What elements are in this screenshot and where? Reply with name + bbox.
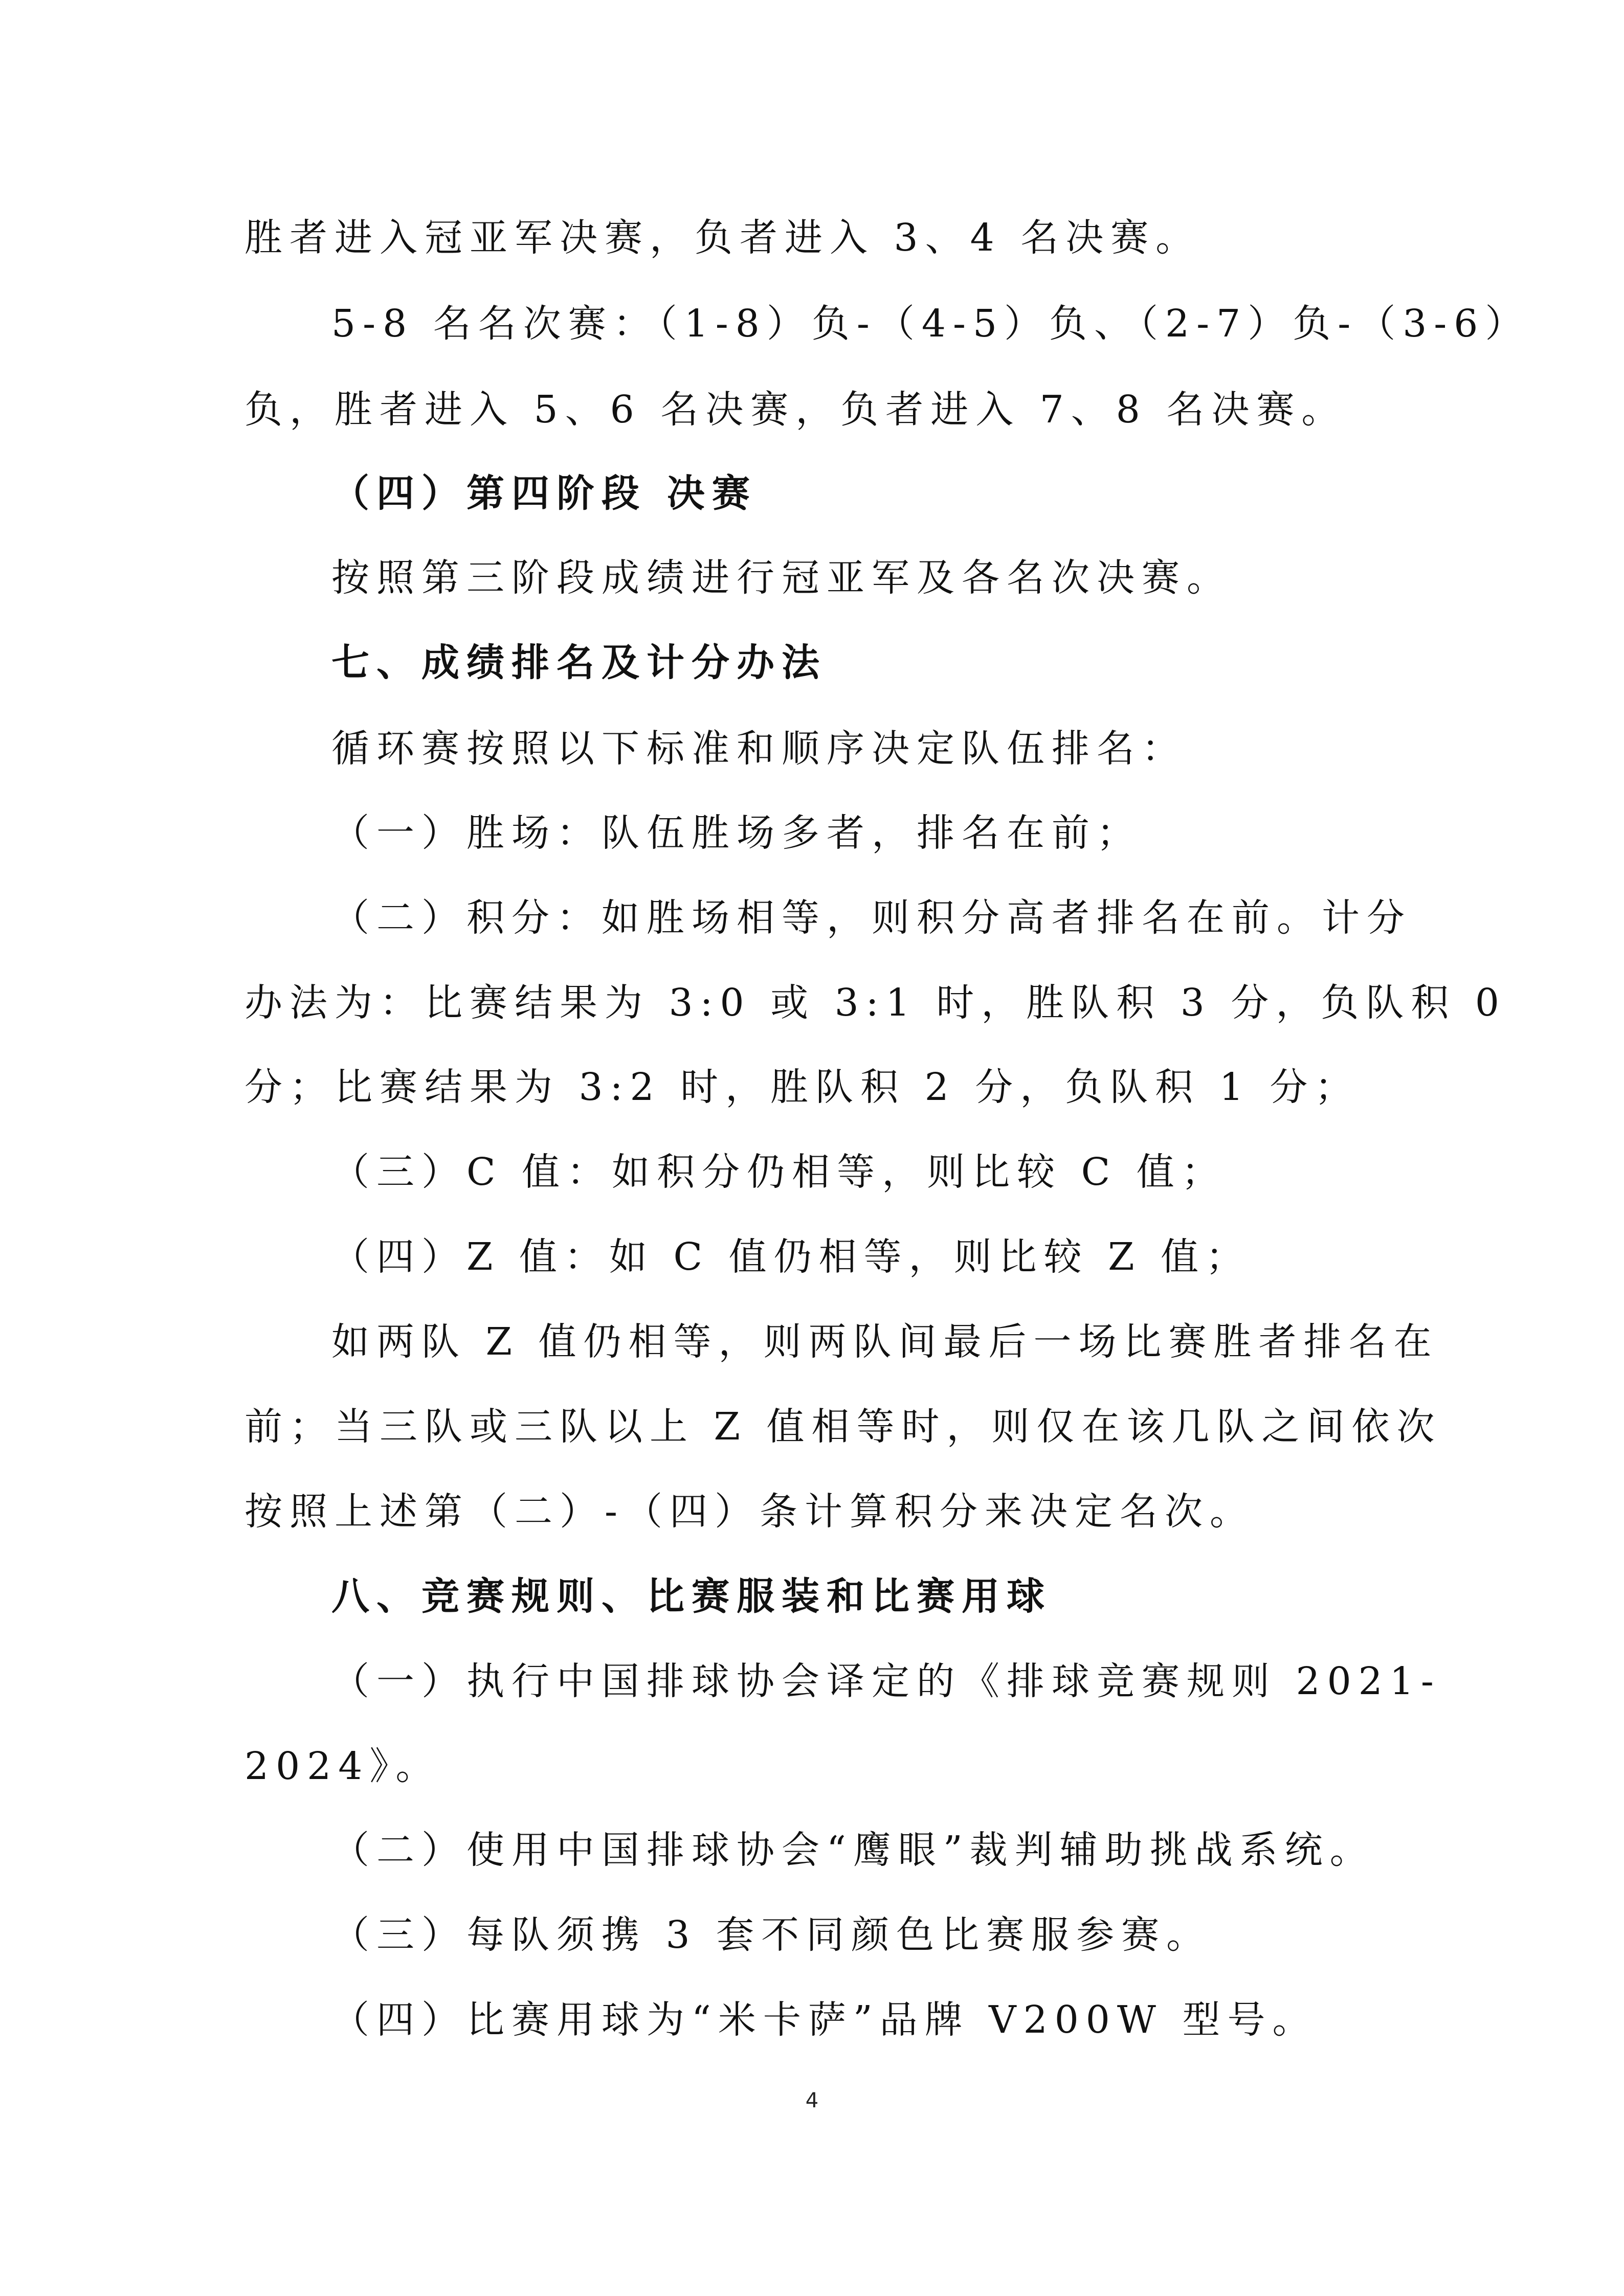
section-heading: 八、竞赛规则、比赛服装和比赛用球 [331, 1574, 1052, 1618]
body-line: 办法为：比赛结果为 3:0 或 3:1 时，胜队积 3 分，负队积 0 [244, 981, 1507, 1025]
body-line: 按照上述第（二）-（四）条计算积分来决定名次。 [244, 1490, 1255, 1534]
body-line: 按照第三阶段成绩进行冠亚军及各名次决赛。 [331, 556, 1232, 600]
subsection-heading: （四）第四阶段 决赛 [331, 471, 757, 515]
body-line: 胜者进入冠亚军决赛，负者进入 3、4 名决赛。 [244, 216, 1201, 260]
page-number: 4 [805, 2089, 819, 2112]
body-line: 前；当三队或三队以上 Z 值相等时，则仅在该几队之间依次 [244, 1405, 1442, 1449]
body-line: （三）每队须携 3 套不同颜色比赛服参赛。 [331, 1913, 1212, 1957]
body-line: （二）使用中国排球协会“鹰眼”裁判辅助挑战系统。 [331, 1828, 1375, 1872]
body-line: 如两队 Z 值仍相等，则两队间最后一场比赛胜者排名在 [331, 1320, 1439, 1364]
body-line: （一）执行中国排球协会译定的《排球竞赛规则 2021- [331, 1659, 1441, 1703]
body-line: （三）C 值：如积分仍相等，则比较 C 值； [331, 1150, 1227, 1194]
body-line: （四）Z 值：如 C 值仍相等，则比较 Z 值； [331, 1235, 1251, 1279]
body-line: 5-8 名名次赛：（1-8）负-（4-5）负、（2-7）负-（3-6） [331, 302, 1530, 346]
body-line: 循环赛按照以下标准和顺序决定队伍排名： [331, 727, 1187, 771]
body-line: （一）胜场：队伍胜场多者，排名在前； [331, 811, 1142, 855]
body-line: （四）比赛用球为“米卡萨”品牌 V200W 型号。 [331, 1998, 1318, 2042]
body-line: 负，胜者进入 5、6 名决赛，负者进入 7、8 名决赛。 [244, 388, 1347, 432]
body-line: （二）积分：如胜场相等，则积分高者排名在前。计分 [331, 896, 1412, 940]
section-heading: 七、成绩排名及计分办法 [331, 641, 827, 685]
body-line: 2024》。 [244, 1744, 441, 1788]
body-line: 分；比赛结果为 3:2 时，胜队积 2 分，负队积 1 分； [244, 1065, 1360, 1109]
